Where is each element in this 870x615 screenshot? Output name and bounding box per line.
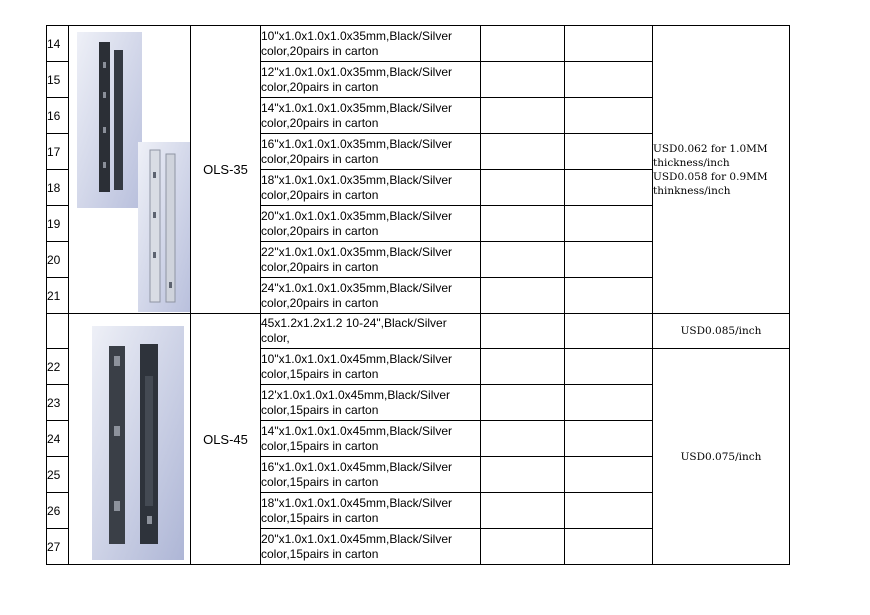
table-row — [47, 314, 790, 349]
empty-cell — [481, 349, 565, 385]
price-line: thinkness/inch — [653, 184, 731, 197]
item-description: 20"x1.0x1.0x1.0x35mm,Black/Silver color,20pairs in carton — [261, 206, 481, 242]
empty-cell — [565, 26, 653, 62]
empty-cell — [565, 385, 653, 421]
price-line: thickness/inch — [653, 156, 730, 169]
item-number: 18 — [47, 170, 69, 206]
item-description: 45x1.2x1.2x1.2 10-24",Black/Silver color, — [261, 314, 481, 349]
empty-cell — [565, 349, 653, 385]
empty-cell — [481, 98, 565, 134]
item-number: 17 — [47, 134, 69, 170]
item-description: 12"x1.0x1.0x1.0x35mm,Black/Silver color,20pairs in carton — [261, 62, 481, 98]
product-price-table — [46, 25, 790, 565]
item-description: 14"x1.0x1.0x1.0x45mm,Black/Silver color,15pairs in carton — [261, 421, 481, 457]
empty-cell — [565, 457, 653, 493]
item-description: 14"x1.0x1.0x1.0x35mm,Black/Silver color,20pairs in carton — [261, 98, 481, 134]
item-number: 19 — [47, 206, 69, 242]
empty-cell — [481, 242, 565, 278]
item-description: 16"x1.0x1.0x1.0x45mm,Black/Silver color,15pairs in carton — [261, 457, 481, 493]
price-cell: USD0.075/inch — [653, 349, 790, 565]
item-number: 27 — [47, 529, 69, 565]
empty-cell — [481, 493, 565, 529]
item-number: 22 — [47, 349, 69, 385]
item-number: 25 — [47, 457, 69, 493]
empty-cell — [481, 134, 565, 170]
model-name: OLS-45 — [191, 314, 261, 565]
item-number: 23 — [47, 385, 69, 421]
item-number: 14 — [47, 26, 69, 62]
empty-cell — [481, 314, 565, 349]
item-description: 24"x1.0x1.0x1.0x35mm,Black/Silver color,20pairs in carton — [261, 278, 481, 314]
empty-cell — [565, 421, 653, 457]
item-description: 16"x1.0x1.0x1.0x35mm,Black/Silver color,20pairs in carton — [261, 134, 481, 170]
item-description: 10"x1.0x1.0x1.0x45mm,Black/Silver color,15pairs in carton — [261, 349, 481, 385]
item-number: 21 — [47, 278, 69, 314]
ols35-drawer-slide-photo — [77, 32, 191, 312]
item-description: 20"x1.0x1.0x1.0x45mm,Black/Silver color,15pairs in carton — [261, 529, 481, 565]
item-number: 20 — [47, 242, 69, 278]
item-number: 26 — [47, 493, 69, 529]
empty-cell — [565, 62, 653, 98]
item-number: 15 — [47, 62, 69, 98]
item-description: 12'x1.0x1.0x1.0x45mm,Black/Silver color,15pairs in carton — [261, 385, 481, 421]
empty-cell — [565, 134, 653, 170]
price-cell — [653, 26, 790, 314]
empty-cell — [565, 278, 653, 314]
item-number: 16 — [47, 98, 69, 134]
empty-cell — [481, 170, 565, 206]
item-description: 18"x1.0x1.0x1.0x45mm,Black/Silver color,15pairs in carton — [261, 493, 481, 529]
empty-cell — [565, 314, 653, 349]
empty-cell — [481, 278, 565, 314]
empty-cell — [481, 385, 565, 421]
empty-cell — [565, 206, 653, 242]
ols35-photo-cell — [69, 26, 191, 314]
empty-cell — [565, 493, 653, 529]
item-number: 24 — [47, 421, 69, 457]
price-line: USD0.062 for 1.0MM — [653, 142, 768, 155]
model-name: OLS-35 — [191, 26, 261, 314]
table-row — [47, 26, 790, 62]
ols45-drawer-slide-photo — [92, 326, 184, 560]
empty-cell — [481, 62, 565, 98]
item-number — [47, 314, 69, 349]
price-cell: USD0.085/inch — [653, 314, 790, 349]
empty-cell — [481, 421, 565, 457]
empty-cell — [481, 529, 565, 565]
ols45-photo-cell — [69, 314, 191, 565]
price-line: USD0.058 for 0.9MM — [653, 170, 768, 183]
empty-cell — [565, 529, 653, 565]
empty-cell — [565, 98, 653, 134]
item-description: 10"x1.0x1.0x1.0x35mm,Black/Silver color,20pairs in carton — [261, 26, 481, 62]
empty-cell — [565, 242, 653, 278]
empty-cell — [481, 457, 565, 493]
empty-cell — [481, 26, 565, 62]
empty-cell — [565, 170, 653, 206]
item-description: 18"x1.0x1.0x1.0x35mm,Black/Silver color,20pairs in carton — [261, 170, 481, 206]
empty-cell — [481, 206, 565, 242]
item-description: 22"x1.0x1.0x1.0x35mm,Black/Silver color,20pairs in carton — [261, 242, 481, 278]
